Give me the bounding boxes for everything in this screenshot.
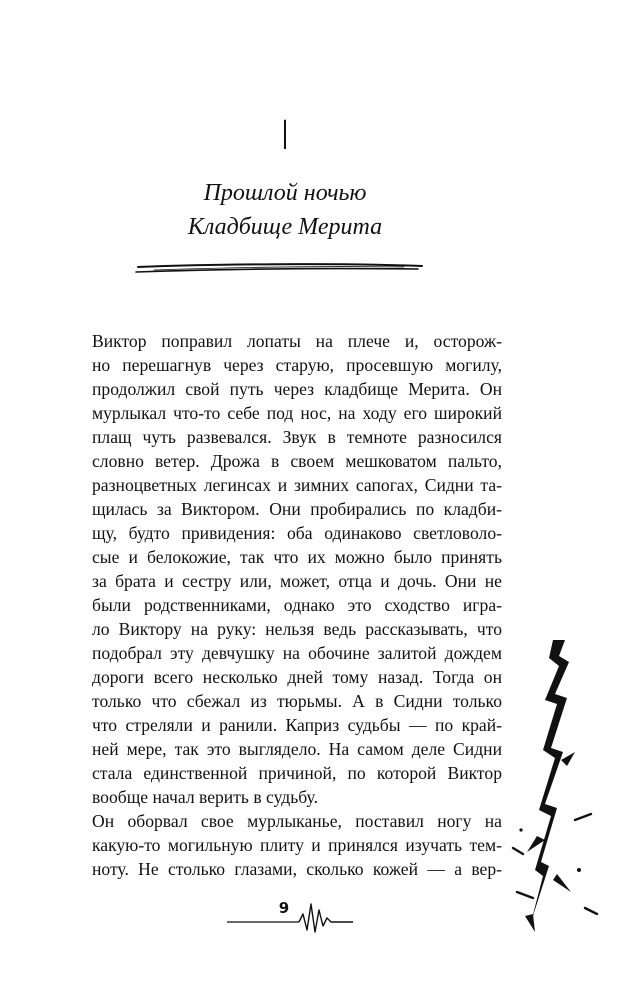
body-line: Виктор поправил лопаты на плече и, осторож- xyxy=(92,331,502,351)
body-line: щу, будто привидения: оба одинаково светловоло- xyxy=(92,523,502,543)
body-line: сые и белокожие, так что их можно было принять xyxy=(92,547,502,567)
body-text xyxy=(92,329,502,881)
body-line: щилась за Виктором. Они пробирались по кладби- xyxy=(92,499,502,519)
body-line: какую-то могильную плиту и принялся изучать тем- xyxy=(92,835,502,855)
title-divider-ornament xyxy=(134,260,426,276)
body-line: за брата и сестру или, может, отца и дочь. Они не xyxy=(92,571,502,591)
body-line: разноцветных легинсах и зимних сапогах, Сидни та- xyxy=(92,475,502,495)
body-line: вообще начал верить в судьбу. xyxy=(92,787,318,807)
chapter-title-line-2: Кладбище Мерита xyxy=(187,214,383,240)
body-line: продолжил свой путь через кладбище Мерита. Он xyxy=(92,379,502,399)
body-line: но перешагнув через старую, просевшую могилу, xyxy=(92,355,502,375)
body-line: были родственниками, однако это сходство игра- xyxy=(92,595,502,615)
chapter-number: I xyxy=(279,113,291,159)
chapter-title xyxy=(0,176,570,244)
body-line: ло Виктору на руку: нельзя ведь рассказывать, что xyxy=(92,619,502,639)
body-line: стала единственной причиной, по которой Виктор xyxy=(92,763,502,783)
body-line: подобрал эту девчушку на обочине залитой дождем xyxy=(92,643,502,663)
body-line: только что сбежал из тюрьмы. А в Сидни только xyxy=(92,691,502,711)
body-line: мурлыкал что-то себе под нос, на ходу его широкий xyxy=(92,403,502,423)
page-number: 9 xyxy=(278,899,290,917)
body-line: словно ветер. Дрожа в своем мешковатом пальто, xyxy=(92,451,502,471)
body-line: что стреляли и ранили. Каприз судьбы — по край- xyxy=(92,715,502,735)
body-line: Он оборвал свое мурлыканье, поставил ногу на xyxy=(92,811,502,831)
lightning-ornament-icon xyxy=(505,640,605,940)
body-line: ней мере, так это выглядело. На самом деле Сидни xyxy=(92,739,502,759)
chapter-title-line-1: Прошлой ночью xyxy=(203,180,367,206)
body-line: ноту. Не столько глазами, сколько кожей — а вер- xyxy=(92,859,502,879)
body-line: дороги всего несколько дней тому назад. Тогда он xyxy=(92,667,502,687)
body-line: плащ чуть развевался. Звук в темноте разносился xyxy=(92,427,502,447)
